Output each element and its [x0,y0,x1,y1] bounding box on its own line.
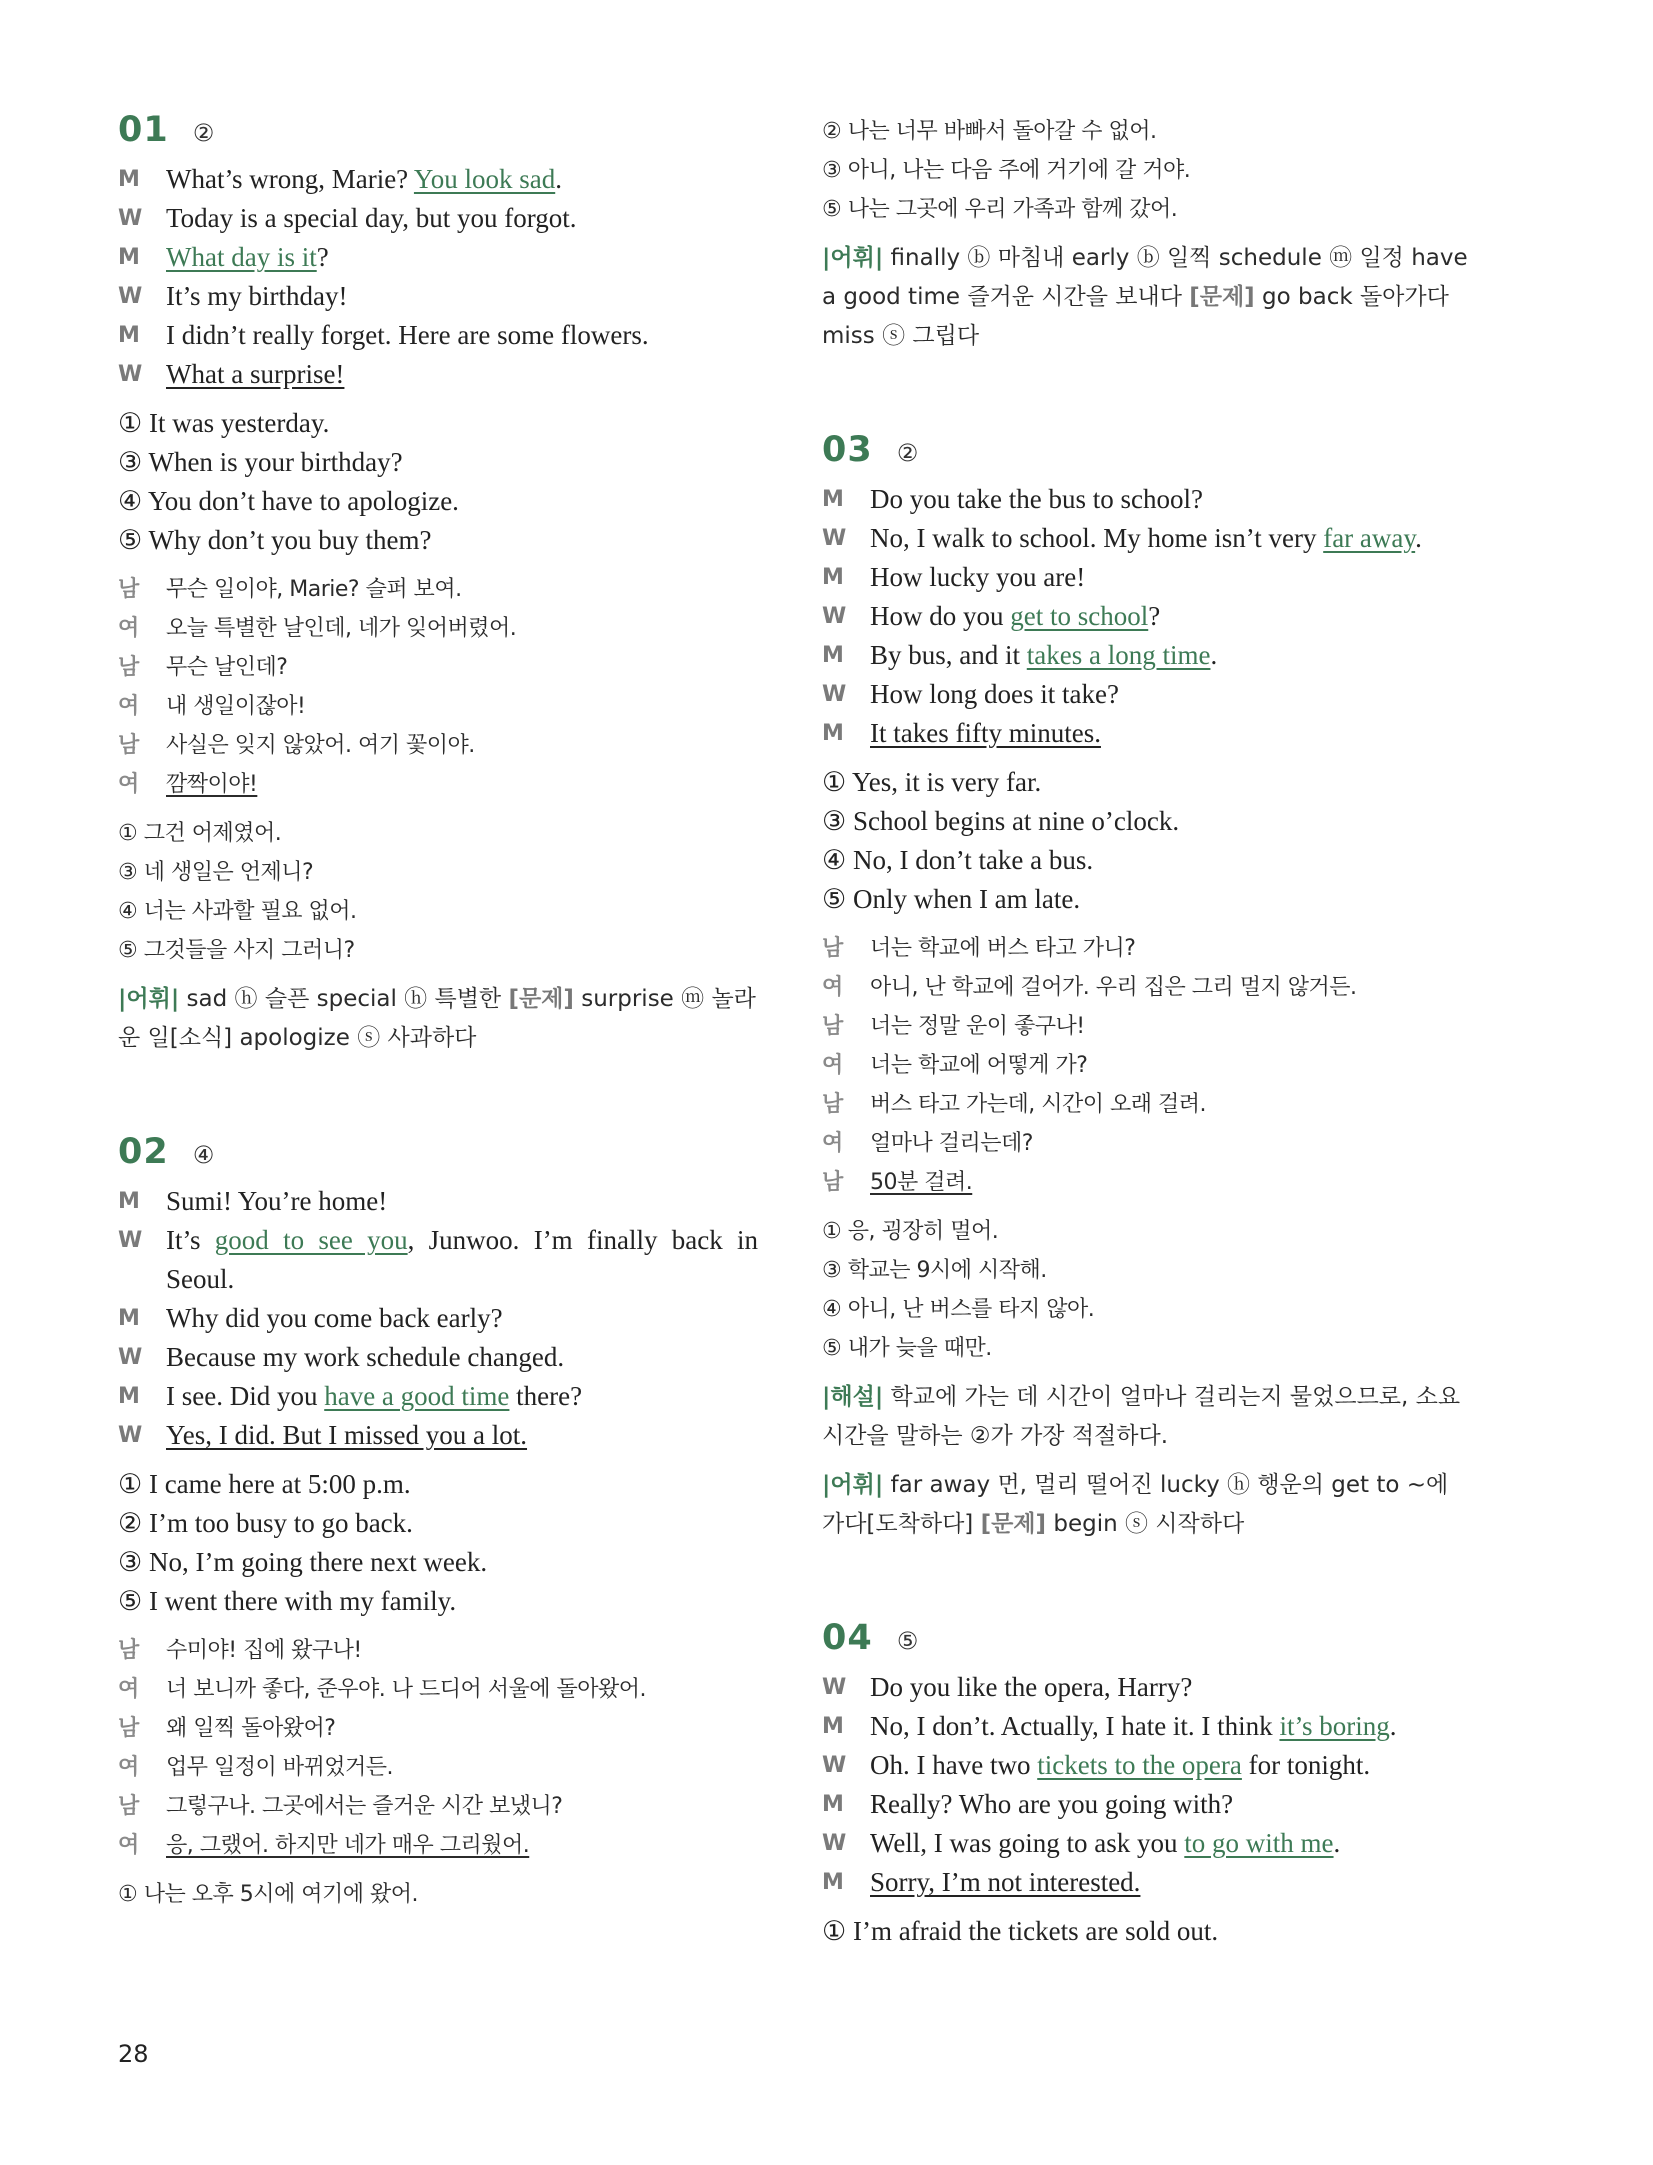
option: ⑤ 내가 늦을 때만. [822,1336,992,1361]
key-phrase: it’s boring [1279,1711,1390,1741]
vocab-tag: |어휘| [822,245,884,271]
dialogue-line [822,1085,1472,1124]
line-text-end: . [1210,640,1218,670]
line-text: 너는 학교에 버스 타고 가니? [870,936,1136,961]
dialogue-line [118,316,758,355]
options-english [822,763,1472,919]
dialogue-line [822,1007,1472,1046]
speaker: 남 [118,1716,139,1741]
dialogue-english [822,480,1472,753]
explanation-text: 학교에 가는 데 시간이 얼마나 걸리는지 물었으므로, 소요 시간을 말하는 ②가 가장 적절하다. [822,1384,1461,1449]
key-phrase: tickets to the opera [1037,1750,1242,1780]
speaker: M [118,1306,140,1331]
speaker: W [118,1228,143,1253]
option: ⑤ 그것들을 사지 그러니? [118,938,355,963]
speaker: W [822,1831,847,1856]
line-text: I see. Did you [166,1381,325,1411]
dialogue-line [118,1377,758,1416]
question-header [118,110,758,150]
line-text-end: , Junwoo. I’m finally back in Seoul. [166,1225,758,1294]
option: ③ 네 생일은 언제니? [118,860,314,885]
vocab-tag: |어휘| [822,1472,884,1498]
option: ④ 아니, 난 버스를 타지 않아. [822,1297,1095,1322]
dialogue-korean [822,929,1472,1202]
option: ① I’m afraid the tickets are sold out. [822,1916,1219,1946]
speaker: W [822,682,847,707]
option: ⑤ Why don’t you buy them? [118,525,432,555]
options-english [118,404,758,560]
dialogue-line [118,1299,758,1338]
speaker: M [822,1792,844,1817]
dialogue-line [118,1221,758,1299]
speaker: 남 [822,1170,843,1195]
vocab-tag: |어휘| [118,986,180,1012]
answer-line: 깜짝이야! [166,772,258,797]
line-text: 아니, 난 학교에 걸어가. 우리 집은 그리 멀지 않거든. [870,975,1357,1000]
dialogue-line [118,238,758,277]
key-phrase: get to school [1010,601,1149,631]
option: ① 나는 오후 5시에 여기에 왔어. [118,1882,418,1907]
speaker: W [118,362,143,387]
line-text: Well, I was going to ask you [870,1828,1185,1858]
dialogue-line [822,1163,1472,1202]
line-text: 왜 일찍 돌아왔어? [166,1716,336,1741]
option: ① 응, 굉장히 멀어. [822,1219,999,1244]
answer-line: It takes fifty minutes. [870,718,1101,748]
dialogue-line [118,765,758,804]
speaker: W [822,526,847,551]
option: ① Yes, it is very far. [822,767,1042,797]
speaker: M [822,487,844,512]
dialogue-line [118,1182,758,1221]
line-text: I didn’t really forget. Here are some flowers. [166,320,649,350]
option: ① 그건 어제였어. [118,821,282,846]
key-phrase: takes a long time [1026,640,1211,670]
line-text: Sumi! You’re home! [166,1186,388,1216]
dialogue-line [118,687,758,726]
option: ⑤ Only when I am late. [822,884,1081,914]
line-text: 업무 일정이 바뀌었거든. [166,1755,394,1780]
line-text: 수미야! 집에 왔구나! [166,1638,362,1663]
line-text-end: . [1415,523,1422,553]
explanation-note [822,1378,1472,1456]
dialogue-line [822,1863,1472,1902]
dialogue-english [118,1182,758,1455]
speaker: 남 [118,1638,139,1663]
dialogue-line [118,1631,758,1670]
option: ④ 너는 사과할 필요 없어. [118,899,357,924]
line-text: How do you [870,601,1011,631]
speaker: W [118,1345,143,1370]
dialogue-line [118,570,758,609]
vocab-text: sad ⓗ 슬픈 special ⓗ 특별한 [179,986,509,1012]
answer-line: 응, 그랬어. 하지만 네가 매우 그리웠어. [166,1833,530,1858]
line-text: No, I walk to school. My home isn’t very [870,523,1324,553]
dialogue-line [822,714,1472,753]
options-english [118,1465,758,1621]
speaker: 남 [118,655,139,680]
line-text: Do you like the opera, Harry? [870,1672,1193,1702]
option: ⑤ I went there with my family. [118,1586,457,1616]
question-04 [822,1618,1472,1951]
dialogue-line [822,636,1472,675]
vocab-text: go back 돌아가다 miss ⓢ 그립다 [822,284,1449,349]
question-number: 04 [822,1618,873,1658]
line-text: Do you take the bus to school? [870,484,1203,514]
dialogue-line [118,199,758,238]
dialogue-line [822,929,1472,968]
line-text: How long does it take? [870,679,1119,709]
dialogue-line [822,1746,1472,1785]
dialogue-line [822,1785,1472,1824]
speaker: 남 [822,1092,843,1117]
line-text: 얼마나 걸리는데? [870,1131,1033,1156]
speaker: M [118,323,140,348]
speaker: 남 [118,733,139,758]
answer-line: What a surprise! [166,359,345,389]
line-text: 너는 학교에 어떻게 가? [870,1053,1088,1078]
explanation-tag: |해설| [822,1384,884,1410]
speaker: W [118,1423,143,1448]
option: ⑤ 나는 그곳에 우리 가족과 함께 갔어. [822,197,1178,222]
line-text: 너 보니까 좋다, 준우야. 나 드디어 서울에 돌아왔어. [166,1677,646,1702]
answer-line: Yes, I did. But I missed you a lot. [166,1420,528,1450]
option: ③ When is your birthday? [118,447,403,477]
speaker: 여 [822,975,843,1000]
speaker: W [118,284,143,309]
option: ③ No, I’m going there next week. [118,1547,488,1577]
question-number: 02 [118,1132,169,1172]
line-text: It’s [166,1225,215,1255]
speaker: 여 [118,694,139,719]
speaker: M [822,1714,844,1739]
question-header [822,1618,1472,1658]
dialogue-line [822,1824,1472,1863]
answer-choice: ④ [192,1141,215,1169]
speaker: 여 [822,1131,843,1156]
line-text-end: . [1389,1711,1397,1741]
speaker: 남 [822,936,843,961]
speaker: W [822,1675,847,1700]
line-text: It’s my birthday! [166,281,348,311]
speaker: M [822,565,844,590]
dialogue-english [822,1668,1472,1902]
speaker: 여 [118,1833,139,1858]
dialogue-line [118,1709,758,1748]
key-phrase: far away [1323,523,1416,553]
dialogue-korean [118,1631,758,1865]
line-text: Oh. I have two [870,1750,1038,1780]
problem-tag: [문제] [980,1511,1047,1537]
dialogue-line [822,558,1472,597]
line-text: What’s wrong, Marie? [166,164,414,194]
line-text: No, I don’t. Actually, I hate it. I think [870,1711,1280,1741]
speaker: 여 [118,1677,139,1702]
dialogue-line [118,726,758,765]
speaker: W [822,604,847,629]
answer-choice: ② [192,119,215,147]
line-text-end: . [555,164,562,194]
option: ③ 학교는 9시에 시작해. [822,1258,1047,1283]
option: ④ You don’t have to apologize. [118,486,459,516]
key-phrase: to go with me [1184,1828,1334,1858]
option: ② I’m too busy to go back. [118,1508,413,1538]
vocabulary-note [118,980,758,1058]
dialogue-line [822,597,1472,636]
key-phrase: good to see you [214,1225,408,1255]
speaker: 남 [822,1014,843,1039]
options-korean [822,1212,1472,1368]
key-phrase: have a good time [324,1381,510,1411]
problem-tag: [문제] [1189,284,1255,310]
dialogue-line [118,1748,758,1787]
line-text: 그렇구나. 그곳에서는 즐거운 시간 보냈니? [166,1794,563,1819]
line-text-end: there? [509,1381,583,1411]
vocab-text: far away 먼, 멀리 떨어진 lucky ⓗ 행운의 get to ~에 가다[도착하다] [822,1472,1449,1537]
answer-line: 50분 걸려. [870,1170,973,1195]
dialogue-line [822,480,1472,519]
line-text: Really? Who are you going with? [870,1789,1234,1819]
line-text: 너는 정말 운이 좋구나! [870,1014,1085,1039]
question-number: 03 [822,430,873,470]
option: ③ 아니, 나는 다음 주에 거기에 갈 거야. [822,158,1191,183]
speaker: W [822,1753,847,1778]
line-text: How lucky you are! [870,562,1086,592]
line-text: 내 생일이잖아! [166,694,306,719]
problem-tag: [문제] [508,986,574,1012]
dialogue-line [822,675,1472,714]
dialogue-line [118,277,758,316]
line-text-end: ? [316,242,329,272]
dialogue-line [118,1416,758,1455]
question-header [822,430,1472,470]
question-02-continued [822,112,1472,356]
options-english [822,1912,1472,1951]
dialogue-line [118,1826,758,1865]
dialogue-line [822,1668,1472,1707]
dialogue-line [118,648,758,687]
line-text: 무슨 일이야, Marie? 슬퍼 보여. [166,577,462,602]
option: ② 나는 너무 바빠서 돌아갈 수 없어. [822,119,1157,144]
dialogue-line [118,1670,758,1709]
speaker: M [822,643,844,668]
line-text-end: ? [1148,601,1161,631]
vocabulary-note [822,1466,1472,1544]
speaker: 여 [118,1755,139,1780]
question-03 [822,430,1472,1544]
option: ① It was yesterday. [118,408,330,438]
speaker: W [118,206,143,231]
options-korean [118,1875,758,1914]
speaker: 여 [118,772,139,797]
vocab-text: surprise ⓜ 놀라운 일[소식] apologize ⓢ 사과하다 [118,986,756,1051]
key-phrase: You look sad [413,164,556,194]
line-text: 버스 타고 가는데, 시간이 오래 걸려. [870,1092,1206,1117]
vocab-text: finally ⓑ 마침내 early ⓑ 일찍 schedule ⓜ 일정 have a good time 즐거운 시간을 보내다 [822,245,1468,310]
question-number: 01 [118,110,169,150]
speaker: 여 [822,1053,843,1078]
line-text: Why did you come back early? [166,1303,503,1333]
line-text-end: . [1333,1828,1341,1858]
options-korean [118,814,758,970]
dialogue-line [822,1124,1472,1163]
speaker: 남 [118,1794,139,1819]
dialogue-line [118,355,758,394]
speaker: 여 [118,616,139,641]
speaker: M [118,167,140,192]
line-text: Because my work schedule changed. [166,1342,565,1372]
speaker: M [822,721,844,746]
line-text: 오늘 특별한 날인데, 네가 잊어버렸어. [166,616,517,641]
question-header [118,1132,758,1172]
vocabulary-note [822,239,1472,356]
question-02 [118,1132,758,1914]
speaker: 남 [118,577,139,602]
line-text-end: for tonight. [1241,1750,1371,1780]
line-text: 사실은 잊지 않았어. 여기 꽃이야. [166,733,475,758]
speaker: M [118,1384,140,1409]
dialogue-line [118,609,758,648]
line-text: 무슨 날인데? [166,655,288,680]
right-column [822,112,1472,1951]
option: ④ No, I don’t take a bus. [822,845,1094,875]
options-korean [822,112,1472,229]
option: ① I came here at 5:00 p.m. [118,1469,411,1499]
dialogue-line [118,160,758,199]
speaker: M [118,1189,140,1214]
dialogue-line [822,1707,1472,1746]
answer-line: Sorry, I’m not interested. [870,1867,1141,1897]
speaker: M [118,245,140,270]
dialogue-line [822,1046,1472,1085]
dialogue-korean [118,570,758,804]
dialogue-line [118,1787,758,1826]
answer-choice: ② [896,439,919,467]
dialogue-english [118,160,758,394]
speaker: M [822,1870,844,1895]
dialogue-line [822,519,1472,558]
line-text: Today is a special day, but you forgot. [166,203,577,233]
vocab-text: begin ⓢ 시작하다 [1046,1511,1245,1537]
option: ③ School begins at nine o’clock. [822,806,1180,836]
page-number: 28 [118,2040,149,2068]
line-text: By bus, and it [870,640,1027,670]
dialogue-line [118,1338,758,1377]
dialogue-line [822,968,1472,1007]
answer-choice: ⑤ [896,1627,919,1655]
question-01 [118,110,758,1058]
key-phrase: What day is it [166,242,317,272]
left-column [118,110,758,1914]
